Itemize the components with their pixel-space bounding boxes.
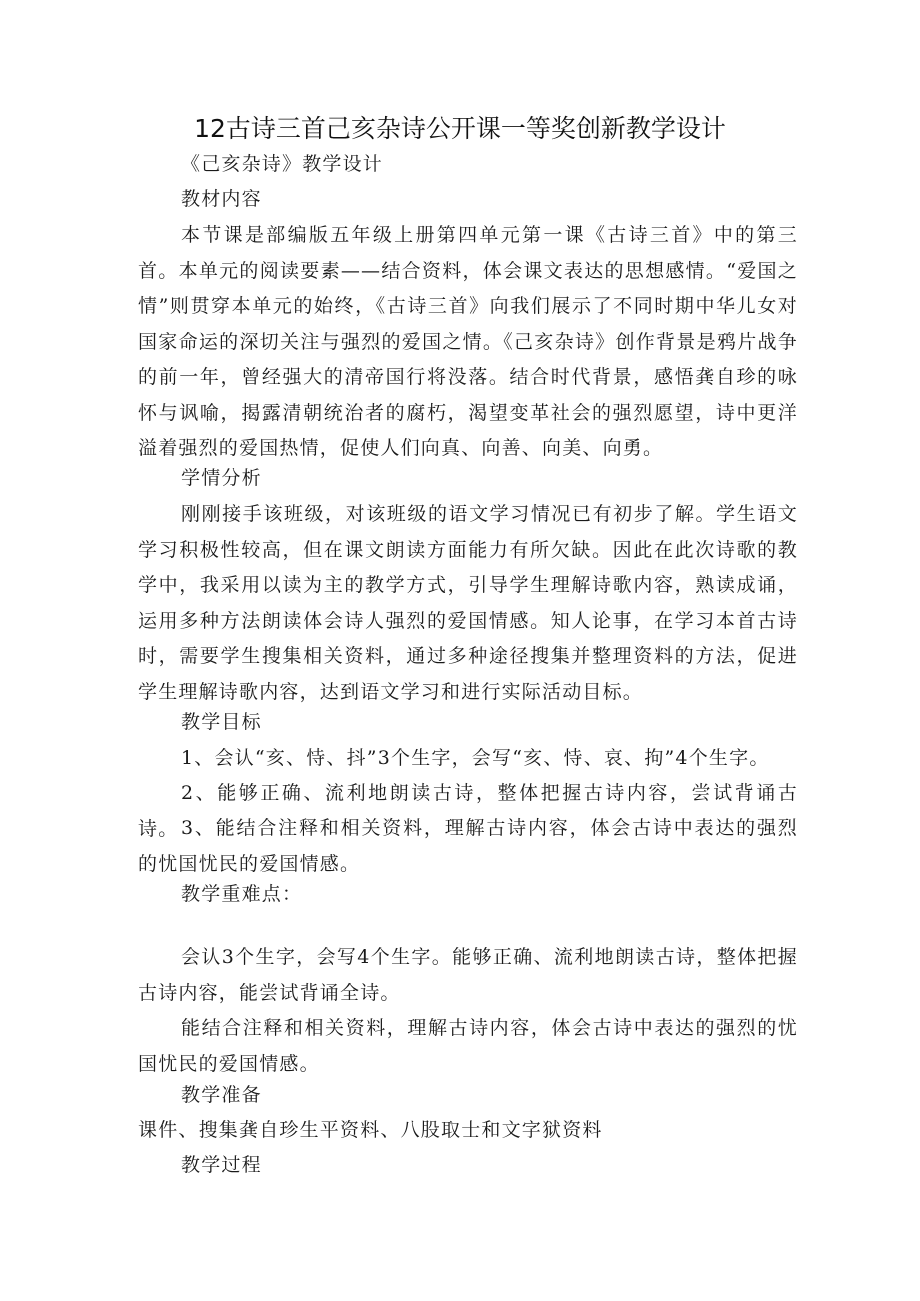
section-heading-preparation: 教学准备 — [181, 1084, 262, 1106]
section-heading-key-points: 教学重难点： — [181, 883, 303, 905]
document-title: 12古诗三首己亥杂诗公开课一等奖创新教学设计 — [194, 114, 726, 143]
document-subtitle: 《己亥杂诗》教学设计 — [181, 153, 384, 175]
goal-item-1: 1、会认“亥、恃、抖”3个生字，会写“亥、恃、哀、拘”4个生字。 — [181, 747, 770, 769]
paragraph-analysis: 刚刚接手该班级，对该班级的语文学习情况已有初步了解。学生语文学习积极性较高，但在课文朗读方面能力有所欠缺。因此在此次诗歌的教学中，我采用以读为主的教学方式，引导学生理解诗歌内容，熟读成诵，运用多种方法朗读体会诗人强烈的爱国情感。知人论事，在学习本首古诗时，需要学生搜集相关资料，通过多种途径搜集并整理资料的方法，促进学生理解诗歌内容，达到语文学习和进行实际活动目标。 — [138, 503, 798, 703]
section-heading-material: 教材内容 — [181, 188, 262, 210]
goal-item-2: 2、能够正确、流利地朗读古诗，整体把握古诗内容，尝试背诵古诗。 — [138, 782, 798, 840]
paragraph-material: 本节课是部编版五年级上册第四单元第一课《古诗三首》中的第三首。本单元的阅读要素——结合资料，体会课文表达的思想感情。“爱国之情”则贯穿本单元的始终，《古诗三首》向我们展示了不同时期中华儿女对国家命运的深切关注与强烈的爱国之情。《己亥杂诗》创作背景是鸦片战争的前一年，曾经强大的清帝国行将没落。结合时代背景，感悟龚自珍的咏怀与讽喻，揭露清朝统治者的腐朽，渴望变革社会的强烈愿望，诗中更洋溢着强烈的爱国热情，促使人们向真、向善、向美、向勇。 — [138, 224, 798, 459]
key-point-paragraph-2: 能结合注释和相关资料，理解古诗内容，体会古诗中表达的强烈的忧国忧民的爱国情感。 — [138, 1017, 798, 1075]
key-point-paragraph-1: 会认3个生字，会写4个生字。能够正确、流利地朗读古诗，整体把握古诗内容，能尝试背诵全诗。 — [138, 946, 798, 1004]
preparation-text: 课件、搜集龚自珍生平资料、八股取士和文字狱资料 — [138, 1119, 603, 1141]
goal-item-3: 3、能结合注释和相关资料，理解古诗内容，体会古诗中表达的强烈的忧国忧民的爱国情感。 — [138, 817, 798, 875]
section-heading-process: 教学过程 — [181, 1154, 262, 1176]
section-heading-goals: 教学目标 — [181, 711, 262, 733]
section-heading-analysis: 学情分析 — [181, 467, 262, 489]
